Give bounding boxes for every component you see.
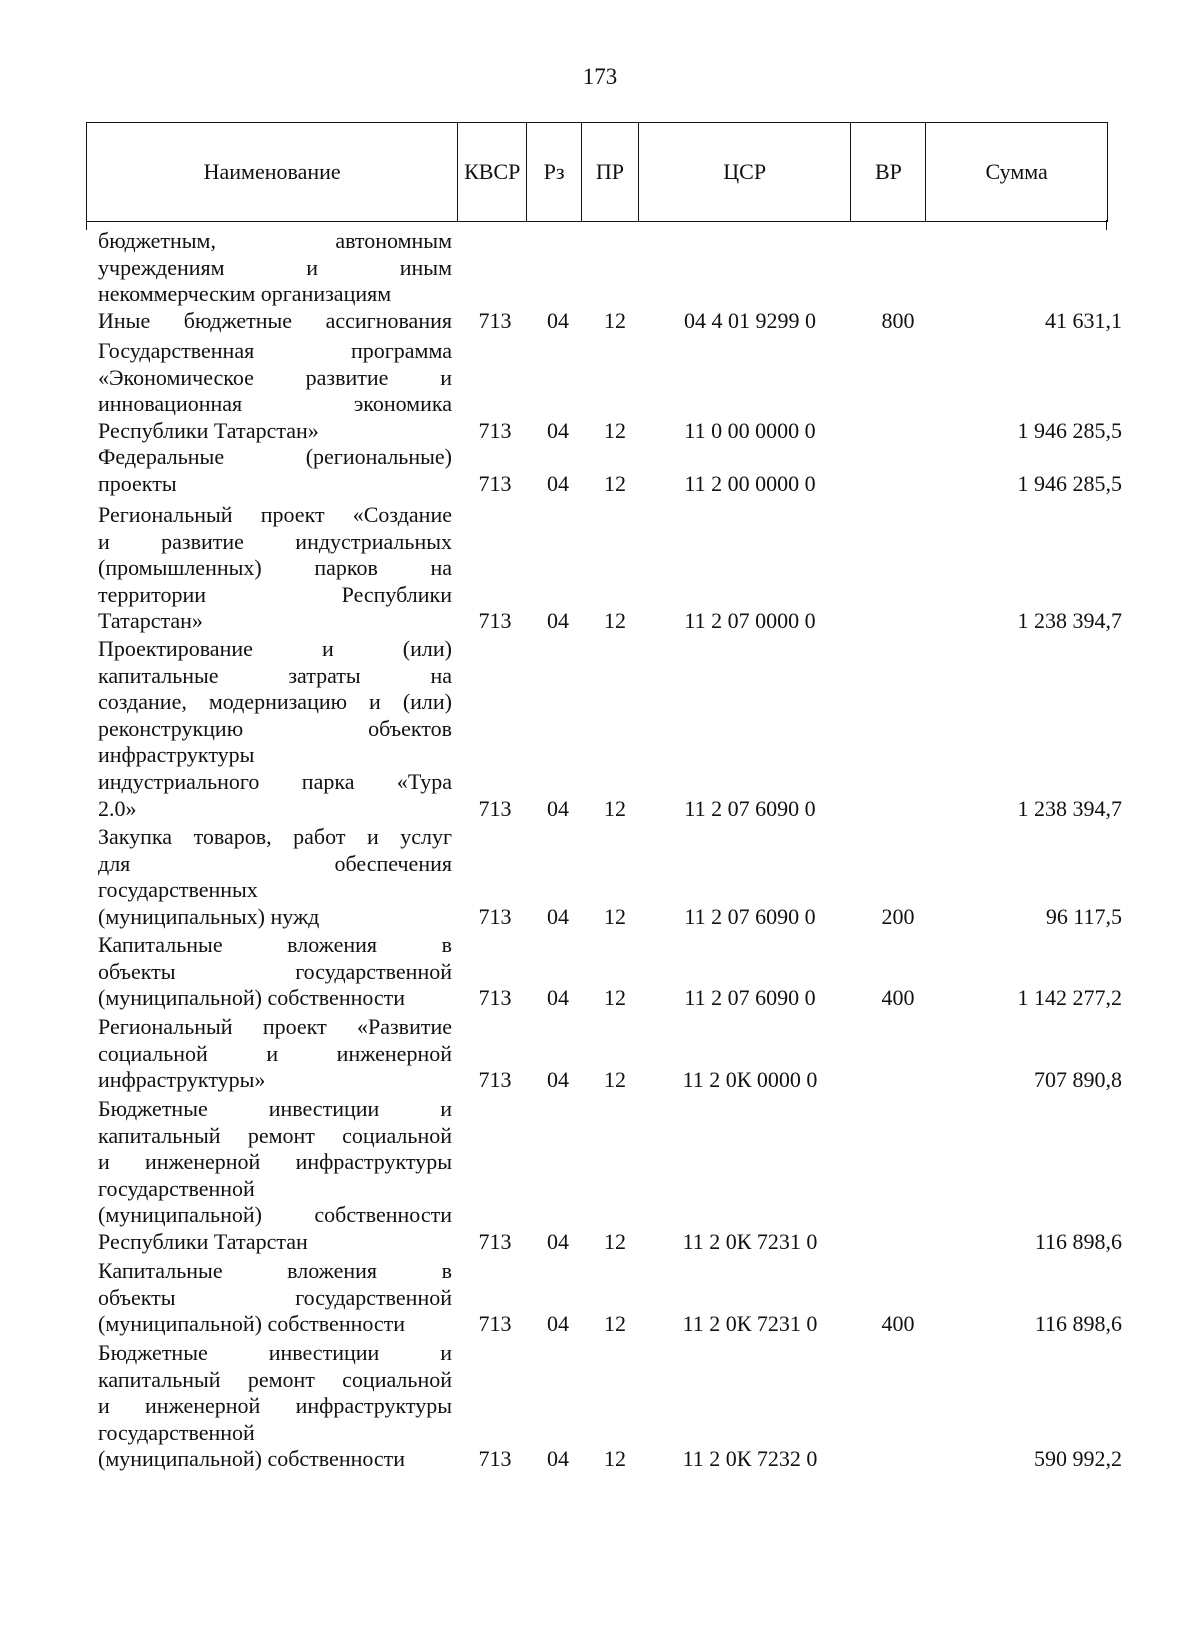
row-name-line: и инженерной инфраструктуры (98, 1393, 452, 1419)
row-name-line: бюджетным, автономным (98, 228, 452, 253)
cell-csr: 11 2 0К 7232 0 (682, 1446, 818, 1472)
cell-pr: 12 (604, 417, 626, 443)
row-name-line: Капитальные вложения в (98, 932, 452, 957)
row-name-line: государственной (98, 1419, 255, 1445)
table-right-border (1106, 220, 1107, 230)
row-name-line: инфраструктуры (98, 742, 255, 768)
cell-vr: 200 (881, 903, 915, 929)
cell-pr: 12 (604, 1446, 626, 1472)
cell-csr: 11 2 0К 7231 0 (682, 1311, 818, 1337)
cell-csr: 11 2 07 0000 0 (684, 608, 816, 634)
row-name-line: инновационная экономика (98, 391, 452, 417)
row-values (0, 1311, 1200, 1338)
cell-pr: 12 (604, 903, 626, 929)
row-name-line: (муниципальной) собственности (98, 1202, 452, 1228)
cell-sum: 1 238 394,7 (1017, 795, 1122, 821)
header-name: Наименование (87, 123, 458, 221)
cell-csr: 11 2 0К 7231 0 (682, 1229, 818, 1254)
row-name-line: социальной и инженерной (98, 1040, 452, 1066)
cell-kvsr: 713 (478, 1446, 512, 1472)
row-name-line: капитальный ремонт социальной (98, 1366, 452, 1392)
row-name-line: 2.0» (98, 795, 137, 821)
cell-kvsr: 713 (478, 795, 512, 821)
row-values (0, 1067, 1200, 1094)
row-name-line: Региональный проект «Развитие (98, 1014, 452, 1039)
table-left-border (86, 220, 87, 230)
row-name-line: Региональный проект «Создание (98, 502, 452, 527)
cell-sum: 96 117,5 (1045, 903, 1122, 929)
row-name-line: государственных (98, 877, 258, 903)
cell-sum: 590 992,2 (1034, 1446, 1122, 1472)
cell-sum: 1 238 394,7 (1017, 608, 1122, 634)
row-values (0, 418, 1200, 445)
header-csr: ЦСР (639, 123, 852, 221)
header-kvsr: КВСР (458, 123, 527, 221)
cell-rz: 04 (547, 1311, 569, 1337)
cell-csr: 04 4 01 9299 0 (684, 308, 816, 333)
cell-kvsr: 713 (478, 1311, 512, 1337)
cell-pr: 12 (604, 608, 626, 634)
cell-pr: 12 (604, 1229, 626, 1254)
cell-rz: 04 (547, 1067, 569, 1093)
cell-sum: 707 890,8 (1034, 1067, 1122, 1093)
row-name-line: создание, модернизацию и (или) (98, 689, 452, 715)
row-name-line: Бюджетные инвестиции и (98, 1340, 452, 1365)
row-values (0, 904, 1200, 931)
row-name-line: капитальные затраты на (98, 662, 452, 688)
row-name-line: (муниципальной) собственности (98, 985, 406, 1011)
row-values (0, 281, 1200, 308)
row-name-line: реконструкцию объектов (98, 715, 452, 741)
cell-pr: 12 (604, 308, 626, 333)
cell-rz: 04 (547, 308, 569, 333)
row-name-line: и развитие индустриальных (98, 528, 452, 554)
row-name (98, 636, 452, 822)
row-name-line: капитальный ремонт социальной (98, 1122, 452, 1148)
row-name-line: для обеспечения (98, 850, 452, 876)
cell-sum: 1 142 277,2 (1017, 985, 1122, 1011)
cell-vr: 400 (881, 985, 915, 1011)
row-name-line: и инженерной инфраструктуры (98, 1149, 452, 1175)
cell-rz: 04 (547, 470, 569, 496)
cell-pr: 12 (604, 1311, 626, 1337)
cell-kvsr: 713 (478, 1229, 512, 1254)
row-name-line: территории Республики (98, 581, 452, 607)
cell-rz: 04 (547, 1446, 569, 1472)
cell-pr: 12 (604, 795, 626, 821)
cell-kvsr: 713 (478, 608, 512, 634)
row-name-line: государственной (98, 1175, 255, 1201)
row-name-line: проекты (98, 470, 177, 496)
cell-csr: 11 2 00 0000 0 (684, 470, 816, 496)
row-name-line: (муниципальных) нужд (98, 903, 320, 929)
cell-rz: 04 (547, 903, 569, 929)
cell-pr: 12 (604, 470, 626, 496)
cell-rz: 04 (547, 795, 569, 821)
cell-vr: 400 (881, 1311, 915, 1337)
cell-csr: 11 2 0К 0000 0 (682, 1067, 818, 1093)
cell-csr: 11 0 00 0000 0 (684, 417, 816, 443)
row-values (0, 608, 1200, 635)
row-name-line: объекты государственной (98, 1284, 452, 1310)
cell-sum: 116 898,6 (1034, 1311, 1122, 1337)
header-pr: ПР (582, 123, 639, 221)
page-number: 173 (582, 64, 618, 89)
row-name-line: (муниципальной) собственности (98, 1311, 406, 1337)
row-name-line: «Экономическое развитие и (98, 364, 452, 390)
row-name-line: Татарстан» (98, 608, 203, 634)
row-values (0, 1229, 1200, 1256)
row-name-line: Капитальные вложения в (98, 1258, 452, 1283)
row-name-line: объекты государственной (98, 958, 452, 984)
cell-kvsr: 713 (478, 470, 512, 496)
row-name-line: Закупка товаров, работ и услуг (98, 824, 452, 849)
row-name-line: Проектирование и (или) (98, 636, 452, 661)
row-name-line: Бюджетные инвестиции и (98, 1096, 452, 1121)
cell-kvsr: 713 (478, 417, 512, 443)
row-name-line: Республики Татарстан (98, 1228, 308, 1254)
cell-sum: 1 946 285,5 (1017, 470, 1122, 496)
row-name-line: Республики Татарстан» (98, 417, 319, 443)
cell-pr: 12 (604, 985, 626, 1011)
cell-csr: 11 2 07 6090 0 (684, 795, 816, 821)
row-values (0, 796, 1200, 823)
cell-sum: 41 631,1 (1045, 308, 1122, 333)
cell-kvsr: 713 (478, 903, 512, 929)
row-name-line: учреждениям и иным (98, 254, 452, 280)
row-name-line: (муниципальной) собственности (98, 1446, 406, 1472)
cell-sum: 1 946 285,5 (1017, 417, 1122, 443)
cell-pr: 12 (604, 1067, 626, 1093)
header-vr: ВР (851, 123, 926, 221)
cell-kvsr: 713 (478, 308, 512, 333)
table-header (86, 122, 1108, 222)
cell-rz: 04 (547, 985, 569, 1011)
cell-kvsr: 713 (478, 985, 512, 1011)
row-values (0, 1446, 1200, 1473)
cell-kvsr: 713 (478, 1067, 512, 1093)
row-name-line: Иные бюджетные ассигнования (98, 308, 452, 333)
row-name-line: некоммерческим организациям (98, 281, 392, 307)
row-name-line: инфраструктуры» (98, 1067, 266, 1093)
row-name-line: индустриального парка «Тура (98, 768, 452, 794)
row-name-line: (промышленных) парков на (98, 555, 452, 581)
cell-csr: 11 2 07 6090 0 (684, 903, 816, 929)
cell-sum: 116 898,6 (1034, 1229, 1122, 1254)
cell-rz: 04 (547, 1229, 569, 1254)
cell-vr: 800 (881, 308, 915, 333)
cell-rz: 04 (547, 608, 569, 634)
header-sum: Сумма (985, 159, 1048, 184)
row-values (0, 985, 1200, 1012)
header-rz: Рз (527, 123, 582, 221)
row-name-line: Государственная программа (98, 338, 452, 363)
cell-rz: 04 (547, 417, 569, 443)
row-values (0, 471, 1200, 498)
row-name-line: Федеральные (региональные) (98, 444, 452, 469)
cell-csr: 11 2 07 6090 0 (684, 985, 816, 1011)
row-values (0, 308, 1200, 335)
